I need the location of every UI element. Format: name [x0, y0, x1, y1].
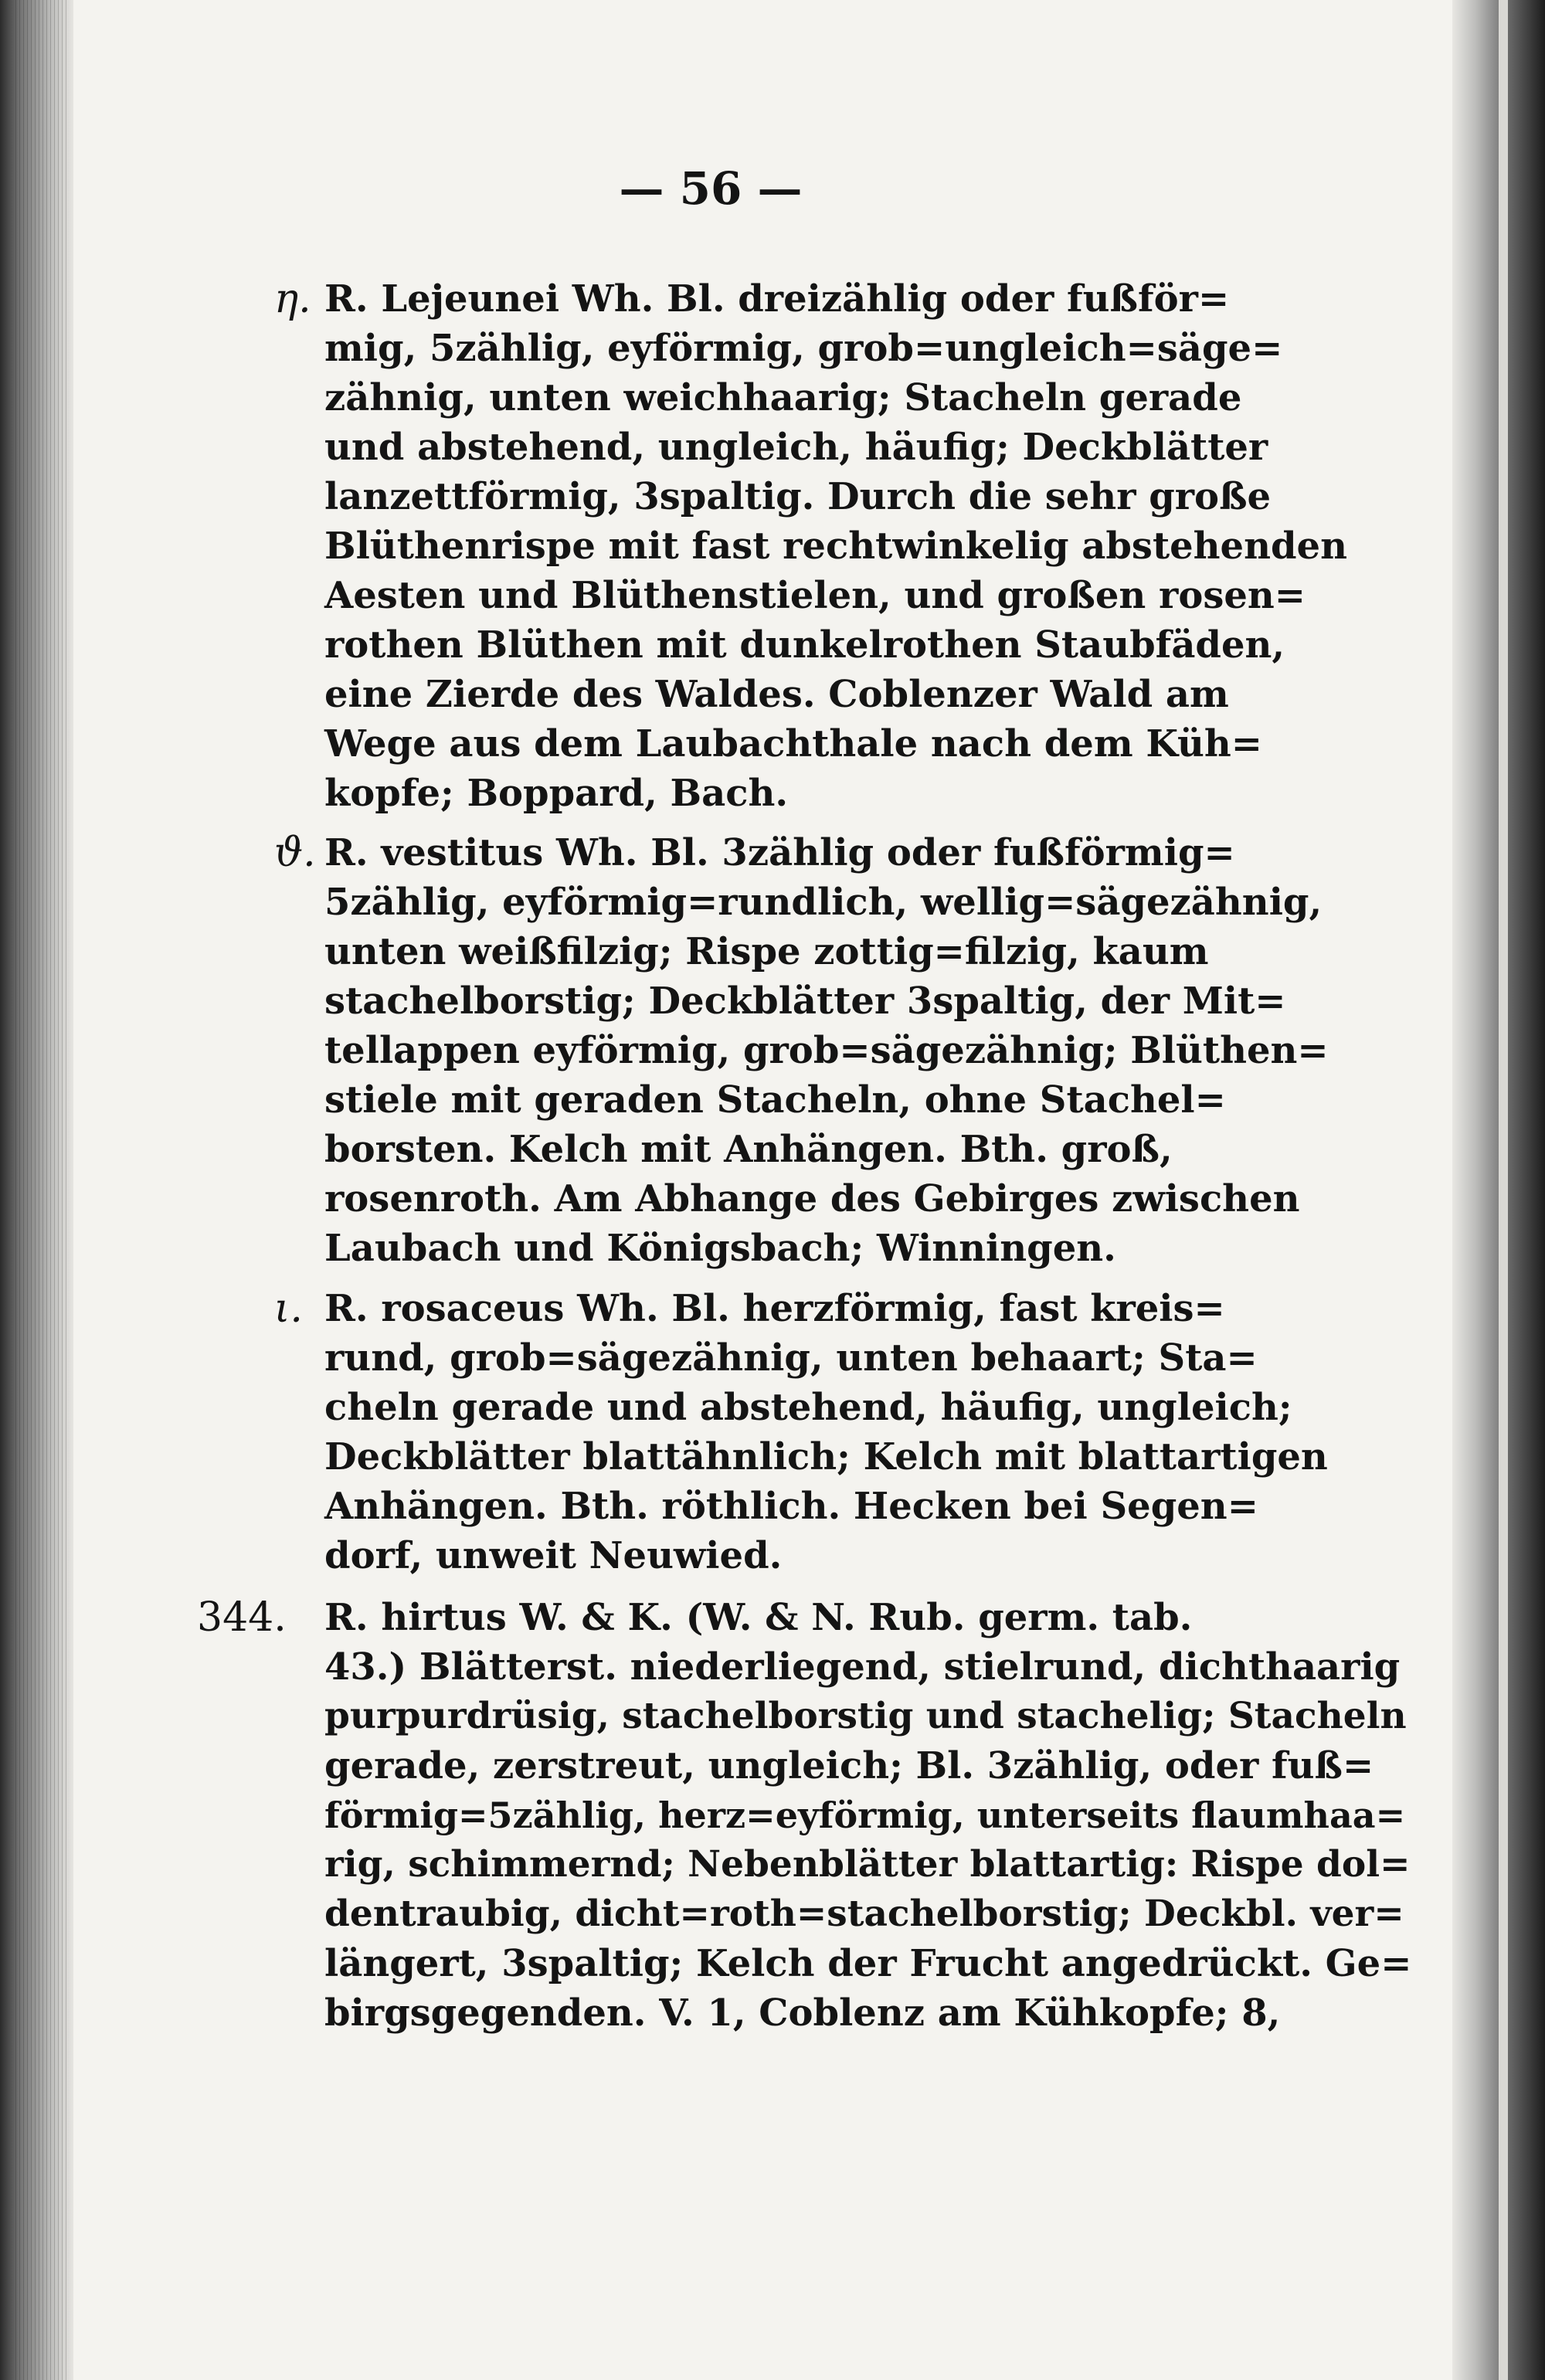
text-line: Wege aus dem Laubachthale nach dem Küh=: [324, 722, 1262, 766]
gutter-page-edges: [15, 0, 70, 2380]
text-line: rosenroth. Am Abhange des Gebirges zwischen: [324, 1177, 1300, 1221]
text-line: rund, grob=sägezähnig, unten behaart; Sta=: [324, 1336, 1258, 1380]
text-line: borsten. Kelch mit Anhängen. Bth. groß,: [324, 1128, 1173, 1171]
text-line: 43.) Blätterst. niederliegend, stielrund, dichthaarig: [324, 1645, 1401, 1689]
text-line: längert, 3spaltig; Kelch der Frucht angedrückt. Ge=: [324, 1942, 1412, 1985]
text-line: Deckblätter blattähnlich; Kelch mit blattartigen: [324, 1435, 1328, 1479]
text-line: eine Zierde des Waldes. Coblenzer Wald am: [324, 673, 1229, 716]
text-line: Anhängen. Bth. röthlich. Hecken bei Segen=: [324, 1485, 1258, 1528]
text-line: birgsgegenden. V. 1, Coblenz am Kühkopfe; 8,: [324, 1991, 1281, 2035]
text-line: zähnig, unten weichhaarig; Stacheln gerade: [324, 376, 1242, 419]
book-gutter: [0, 0, 73, 2380]
text-line: η. R. Lejeunei Wh. Bl. dreizählig oder fußför=: [274, 276, 1230, 322]
variety-marker: η.: [274, 276, 311, 322]
text-line: rig, schimmernd; Nebenblätter blattartig: Rispe dol=: [324, 1843, 1411, 1886]
text-line: 344. R. hirtus W. & K. (W. & N. Rub. germ. tab.: [197, 1594, 1193, 1641]
text-line: mig, 5zählig, eyförmig, grob=ungleich=säge=: [324, 327, 1283, 370]
text-line: purpurdrüsig, stachelborstig und stachelig; Stacheln: [324, 1695, 1407, 1737]
text-line: kopfe; Boppard, Bach.: [324, 772, 789, 815]
text-line: stachelborstig; Deckblätter 3spaltig, der Mit=: [324, 980, 1286, 1023]
text-line: rothen Blüthen mit dunkelrothen Staubfäden,: [324, 623, 1285, 667]
variety-marker: ϑ.: [274, 830, 316, 876]
text-line: und abstehend, ungleich, häufig; Deckblätter: [324, 426, 1268, 469]
text-line: 5zählig, eyförmig=rundlich, wellig=sägezähnig,: [324, 881, 1323, 924]
text-line: cheln gerade und abstehend, häufig, ungleich;: [324, 1386, 1292, 1429]
text-line: dentraubig, dicht=roth=stachelborstig; Deckbl. ver=: [324, 1893, 1404, 1935]
text-line: lanzettförmig, 3spaltig. Durch die sehr große: [324, 475, 1272, 518]
text-line: stiele mit geraden Stacheln, ohne Stachel=: [324, 1078, 1226, 1122]
page-number: — 56 —: [619, 162, 803, 215]
species-number: 344.: [197, 1594, 287, 1641]
text-line: Laubach und Königsbach; Winningen.: [324, 1227, 1116, 1270]
text-line: gerade, zerstreut, ungleich; Bl. 3zählig, oder fuß=: [324, 1744, 1374, 1788]
text-line: tellappen eyförmig, grob=sägezähnig; Blüthen=: [324, 1029, 1329, 1072]
variety-marker: ι.: [274, 1285, 303, 1332]
book-right-edge: [1452, 0, 1545, 2380]
text-line: förmig=5zählig, herz=eyförmig, unterseits flaumhaa=: [324, 1794, 1406, 1836]
text-line: Blüthenrispe mit fast rechtwinkelig abstehenden: [324, 525, 1347, 568]
text-line: ϑ. R. vestitus Wh. Bl. 3zählig oder fußförmig=: [274, 830, 1235, 876]
page: [197, 162, 1421, 2155]
text-line: unten weißfilzig; Rispe zottig=filzig, kaum: [324, 930, 1209, 973]
text-line: ι. R. rosaceus Wh. Bl. herzförmig, fast kreis=: [274, 1285, 1225, 1332]
text-line: Aesten und Blüthenstielen, und großen rosen=: [324, 574, 1306, 617]
right-edge-strip: [1499, 0, 1508, 2380]
text-line: dorf, unweit Neuwied.: [324, 1534, 783, 1577]
